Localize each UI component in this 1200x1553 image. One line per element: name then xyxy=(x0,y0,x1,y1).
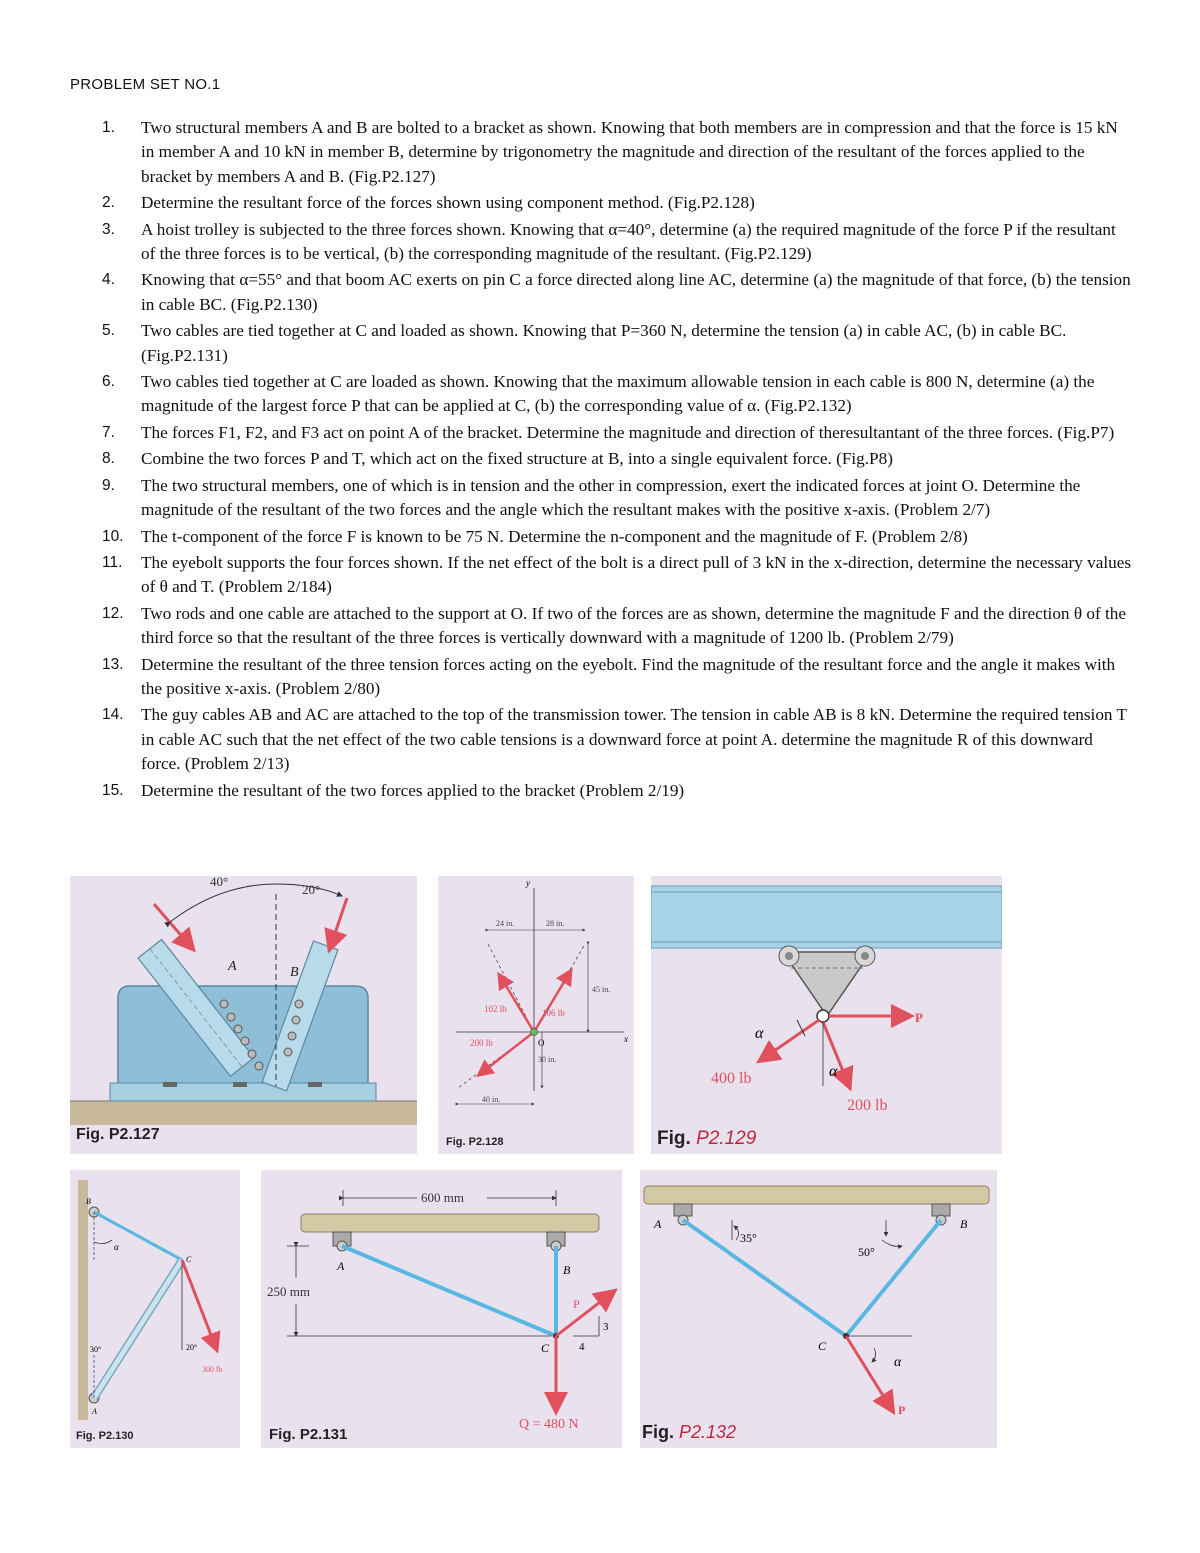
label-alpha: α xyxy=(114,1242,119,1252)
label-40in: 40 in. xyxy=(482,1095,501,1104)
beam xyxy=(651,886,1002,948)
label-400lb: 400 lb xyxy=(711,1070,752,1087)
problem-text: A hoist trolley is subjected to the three forces shown. Knowing that α=40°, determine (a) the required magnitude of the force P if the resultant of the three forces is to be vertical, (b) the corresponding magnitude of the resultant. (Fig.P2.129) xyxy=(141,219,1116,264)
problem-text: The forces F1, F2, and F3 act on point A of the bracket. Determine the magnitude and direction of theresultantant of the three forces. (Fig.P7) xyxy=(141,422,1115,442)
label-4: 4 xyxy=(579,1341,585,1353)
problem-item xyxy=(96,319,1132,368)
force-p-arrow xyxy=(846,1336,892,1410)
label-600mm: 600 mm xyxy=(421,1190,464,1205)
problem-item xyxy=(96,525,1132,549)
caption-p2-132: Fig. P2.132 xyxy=(642,1422,737,1442)
label-200lb: 200 lb xyxy=(847,1097,888,1114)
label-a: A xyxy=(92,1407,97,1416)
figure-p2-128 xyxy=(438,876,634,1154)
problem-text: The two structural members, one of which is in tension and the other in compression, exert the indicated forces at joint O. Determine the magnitude of the resultant of the two forces and the angle which the resultant makes with the positive x-axis. (Problem 2/7) xyxy=(141,475,1081,520)
caption-p2-129: Fig. P2.129 xyxy=(657,1128,757,1149)
ground xyxy=(70,1101,417,1125)
label-p: P xyxy=(915,1010,923,1025)
problem-number: 4. xyxy=(102,271,115,289)
bracket-body xyxy=(118,986,368,1086)
problem-text: Two structural members A and B are bolted to a bracket as shown. Knowing that both members are in compression and that the force is 15 kN in member A and 10 kN in member B, determine by trigonometry the magnitude and direction of the resultant of the forces applied to the bracket by members A and B. (Fig.P2.127) xyxy=(141,118,1118,186)
caption-p2-130: Fig. P2.130 xyxy=(76,1430,134,1442)
label-b: B xyxy=(563,1263,571,1277)
problem-number: 1. xyxy=(102,119,115,136)
caption-p2-127: Fig. P2.127 xyxy=(76,1126,160,1143)
label-o: O xyxy=(538,1038,545,1048)
label-102lb: 102 lb xyxy=(484,1004,507,1014)
label-c: C xyxy=(541,1341,550,1355)
label-300lb: 300 lb xyxy=(202,1365,223,1374)
label-c: C xyxy=(186,1255,192,1264)
problem-text: Combine the two forces P and T, which act on the fixed structure at B, into a single equivalent force. (Fig.P8) xyxy=(141,449,893,469)
problem-item xyxy=(96,779,1132,803)
problem-item xyxy=(96,447,1132,471)
label-alpha: α xyxy=(894,1355,902,1370)
ceiling xyxy=(644,1186,989,1204)
problem-text: Two cables tied together at C are loaded as shown. Knowing that the maximum allowable tension in each cable is 800 N, determine (a) the magnitude of the largest force P that can be applied at C, (b) the corresponding value of α. (Fig.P2.132) xyxy=(141,372,1095,416)
label-b: B xyxy=(960,1217,968,1231)
problem-list xyxy=(96,116,1132,805)
problem-text: Determine the resultant force of the forces shown using component method. (Fig.P2.128) xyxy=(141,193,755,213)
problem-number: 5. xyxy=(102,322,115,340)
problem-item xyxy=(96,474,1132,523)
boom-ac xyxy=(94,1260,182,1398)
wall xyxy=(78,1180,88,1420)
problem-number: 9. xyxy=(102,476,115,494)
problem-number: 2. xyxy=(102,194,115,212)
label-20deg: 20° xyxy=(186,1343,198,1352)
problem-number: 7. xyxy=(102,423,115,441)
page-title: PROBLEM SET NO.1 xyxy=(70,76,221,93)
label-50deg: 50° xyxy=(858,1245,875,1259)
label-p: P xyxy=(573,1297,580,1311)
label-alpha-2: α xyxy=(829,1063,838,1080)
label-a: A xyxy=(228,959,237,974)
label-p: P xyxy=(898,1403,906,1417)
problem-text: The guy cables AB and AC are attached to the top of the transmission tower. The tension in cable AB is 8 kN. Determine the required tension T in cable AC such that the net effect of the two cable tensions is a downward force at point A. determine the magnitude R of this downward force. (Problem 2/13) xyxy=(141,705,1127,774)
problem-number: 11. xyxy=(102,553,123,571)
label-a: A xyxy=(337,1259,345,1273)
ceiling xyxy=(301,1214,599,1232)
label-3: 3 xyxy=(603,1321,609,1333)
label-a: A xyxy=(654,1217,662,1231)
problem-text: Two rods and one cable are attached to the support at O. If two of the forces are as shown, determine the magnitude F and the direction θ of the third force so that the resultant of the three forces is vertically downward with a magnitude of 1200 lb. (Problem 2/79) xyxy=(141,603,1126,648)
problem-item xyxy=(96,703,1132,776)
figure-p2-132 xyxy=(640,1170,997,1448)
label-106lb: 106 lb xyxy=(542,1008,565,1018)
problem-item xyxy=(96,551,1132,600)
force-300-arrow xyxy=(182,1260,216,1348)
problem-number: 14. xyxy=(102,706,124,724)
problem-item xyxy=(96,421,1132,445)
cable-bc xyxy=(94,1212,182,1260)
problem-number: 13. xyxy=(102,655,124,673)
label-200lb: 200 lb xyxy=(470,1038,493,1048)
caption-p2-128: Fig. P2.128 xyxy=(446,1136,504,1148)
force-b-arrow xyxy=(330,898,347,948)
cable-ac xyxy=(342,1246,556,1336)
figure-p2-130 xyxy=(70,1170,240,1448)
label-45in: 45 in. xyxy=(592,985,611,994)
figure-p2-131 xyxy=(261,1170,622,1448)
problem-item xyxy=(96,653,1132,702)
label-28in: 28 in. xyxy=(546,919,565,928)
problem-text: Knowing that α=55° and that boom AC exerts on pin C a force directed along line AC, determine (a) the magnitude of that force, (b) the tension in cable BC. (Fig.P2.130) xyxy=(141,270,1131,314)
label-alpha-1: α xyxy=(755,1025,764,1042)
cable-ac xyxy=(683,1220,846,1336)
problem-number: 8. xyxy=(102,450,115,468)
problem-number: 15. xyxy=(102,781,124,799)
label-x: x xyxy=(624,1034,628,1044)
cable-bc xyxy=(846,1220,941,1336)
label-angle-40: 40° xyxy=(210,876,229,889)
label-b: B xyxy=(290,965,299,980)
problem-text: The t-component of the force F is known to be 75 N. Determine the n-component and the magnitude of F. (Problem 2/8) xyxy=(141,526,968,546)
force-400-arrow xyxy=(761,1020,819,1060)
label-24in: 24 in. xyxy=(496,919,515,928)
label-30deg: 30° xyxy=(90,1345,102,1354)
problem-text: Two cables are tied together at C and loaded as shown. Knowing that P=360 N, determine the tension (a) in cable AC, (b) in cable BC. (Fig.P2.131) xyxy=(141,321,1067,365)
problem-item xyxy=(96,191,1132,215)
label-30in: 30 in. xyxy=(538,1055,557,1064)
label-35deg: 35° xyxy=(740,1231,757,1245)
problem-text: The eyebolt supports the four forces shown. If the net effect of the bolt is a direct pull of 3 kN in the x-direction, determine the necessary values of θ and T. (Problem 2/184) xyxy=(141,552,1132,597)
problem-text: Determine the resultant of the two forces applied to the bracket (Problem 2/19) xyxy=(141,780,685,800)
force-106-arrow xyxy=(534,972,570,1032)
problem-number: 12. xyxy=(102,604,124,622)
label-c: C xyxy=(818,1339,827,1353)
figure-p2-129 xyxy=(651,876,1002,1154)
problem-item xyxy=(96,116,1132,189)
problem-number: 6. xyxy=(102,373,115,391)
label-y: y xyxy=(526,878,530,888)
label-angle-20: 20° xyxy=(302,882,321,897)
figure-p2-127 xyxy=(70,876,417,1154)
label-b: B xyxy=(86,1197,91,1206)
problem-text: Determine the resultant of the three tension forces acting on the eyebolt. Find the magnitude of the resultant force and the angle it makes with the positive x-axis. (Problem 2/80) xyxy=(141,654,1116,698)
label-250mm: 250 mm xyxy=(267,1284,310,1299)
caption-p2-131: Fig. P2.131 xyxy=(269,1426,348,1443)
problem-number: 3. xyxy=(102,220,115,238)
problem-item xyxy=(96,602,1132,651)
problem-number: 10. xyxy=(102,527,124,545)
label-q: Q = 480 N xyxy=(519,1417,579,1432)
problem-item xyxy=(96,370,1132,419)
problem-item xyxy=(96,268,1132,317)
problem-item xyxy=(96,218,1132,267)
